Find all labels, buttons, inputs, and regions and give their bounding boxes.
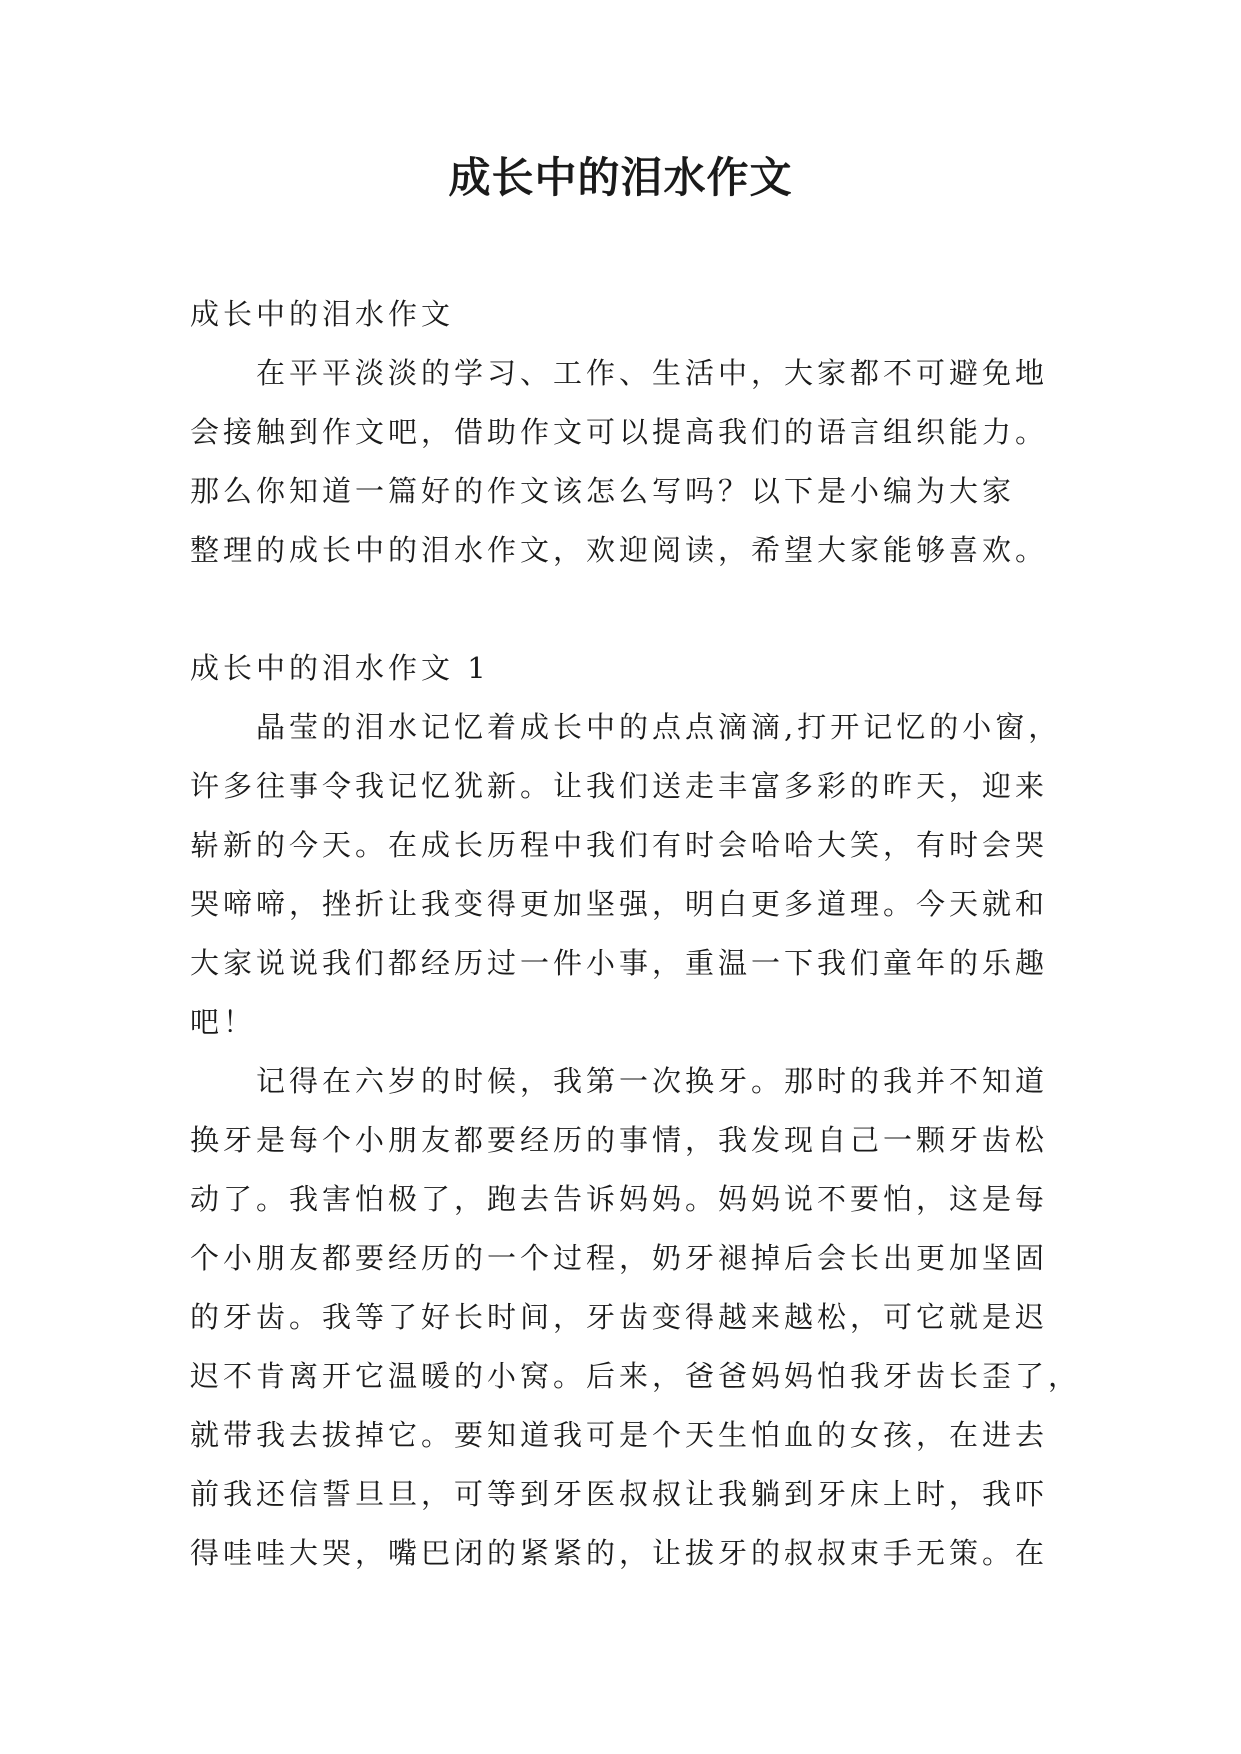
text-line: 的牙齿。我等了好长时间，牙齿变得越来越松，可它就是迟 — [190, 1300, 1049, 1334]
section-heading-intro: 成长中的泪水作文 — [190, 297, 455, 331]
text-line: 那么你知道一篇好的作文该怎么写吗？以下是小编为大家 — [190, 474, 1016, 508]
section-heading-essay-1: 成长中的泪水作文 1 — [190, 651, 490, 685]
text-line: 会接触到作文吧，借助作文可以提高我们的语言组织能力。 — [190, 415, 1049, 449]
document-body — [190, 285, 1082, 1583]
text-line: 吧！ — [190, 1005, 257, 1039]
text-line: 记得在六岁的时候，我第一次换牙。那时的我并不知道 — [256, 1064, 1049, 1098]
text-line: 整理的成长中的泪水作文，欢迎阅读，希望大家能够喜欢。 — [190, 533, 1049, 567]
text-line: 个小朋友都要经历的一个过程，奶牙褪掉后会长出更加坚固 — [190, 1241, 1049, 1275]
text-line: 崭新的今天。在成长历程中我们有时会哈哈大笑，有时会哭 — [190, 828, 1049, 862]
text-line: 换牙是每个小朋友都要经历的事情，我发现自己一颗牙齿松 — [190, 1123, 1049, 1157]
essay-paragraph-2 — [190, 1052, 1082, 1583]
text-line: 就带我去拔掉它。要知道我可是个天生怕血的女孩，在进去 — [190, 1418, 1049, 1452]
intro-paragraph — [190, 344, 1070, 580]
text-line: 得哇哇大哭，嘴巴闭的紧紧的，让拔牙的叔叔束手无策。在 — [190, 1536, 1049, 1570]
text-line: 前我还信誓旦旦，可等到牙医叔叔让我躺到牙床上时，我吓 — [190, 1477, 1049, 1511]
text-line: 迟不肯离开它温暖的小窝。后来，爸爸妈妈怕我牙齿长歪了， — [190, 1359, 1082, 1393]
text-line: 许多往事令我记忆犹新。让我们送走丰富多彩的昨天，迎来 — [190, 769, 1049, 803]
document-title: 成长中的泪水作文 — [448, 153, 793, 202]
text-line: 在平平淡淡的学习、工作、生活中，大家都不可避免地 — [256, 356, 1049, 390]
text-line: 晶莹的泪水记忆着成长中的点点滴滴,打开记忆的小窗， — [256, 710, 1062, 744]
text-line: 动了。我害怕极了，跑去告诉妈妈。妈妈说不要怕，这是每 — [190, 1182, 1049, 1216]
text-line: 大家说说我们都经历过一件小事，重温一下我们童年的乐趣 — [190, 946, 1049, 980]
text-line: 哭啼啼，挫折让我变得更加坚强，明白更多道理。今天就和 — [190, 887, 1049, 921]
paragraph-spacer — [190, 580, 1070, 639]
essay-paragraph-1 — [190, 698, 1070, 1052]
